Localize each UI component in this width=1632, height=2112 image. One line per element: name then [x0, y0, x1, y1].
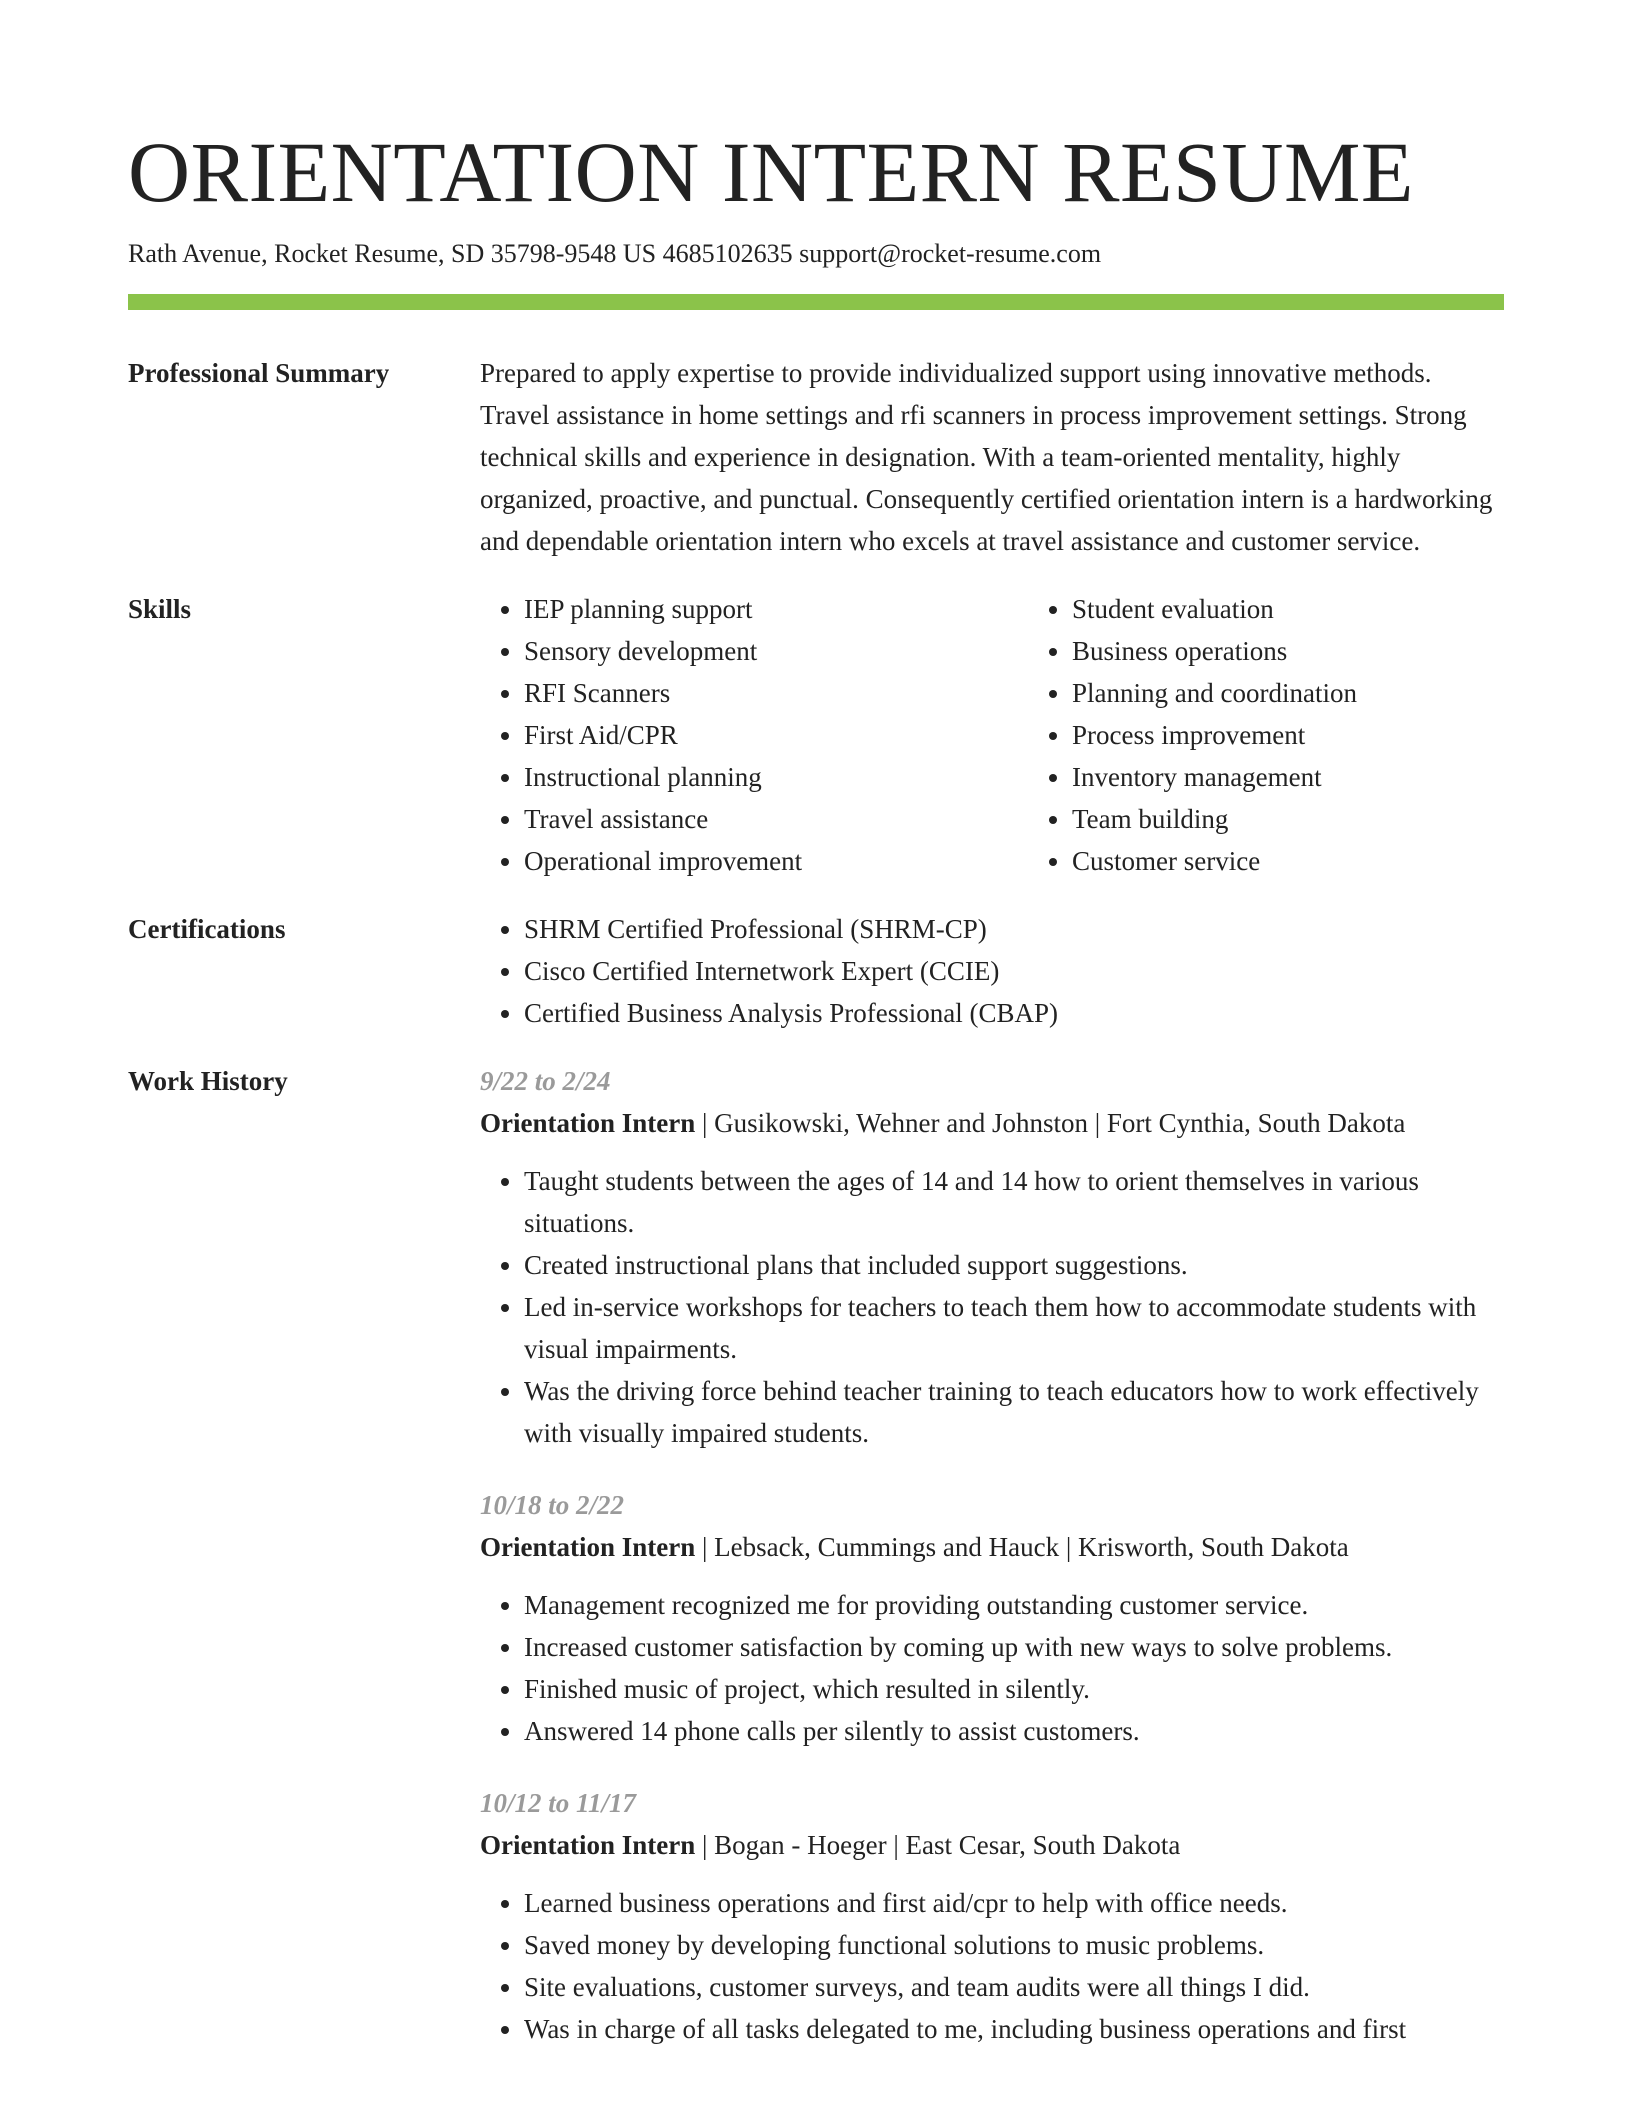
work-history-section [128, 1060, 1504, 2080]
skill-item: • Sensory development [524, 630, 1028, 672]
skill-item: • RFI Scanners [524, 672, 1028, 714]
job-heading [480, 1824, 1504, 1866]
job-bullet: • Site evaluations, customer surveys, and team audits were all things I did. [524, 1966, 1504, 2008]
section-label-summary: Professional Summary [128, 358, 390, 388]
skill-item: • Planning and coordination [1072, 672, 1576, 714]
certification-item: • SHRM Certified Professional (SHRM-CP) [524, 908, 1504, 950]
skill-item: • Process improvement [1072, 714, 1576, 756]
job-dates: 10/12 to 11/17 [480, 1788, 637, 1818]
skill-item: • IEP planning support [524, 588, 1028, 630]
job-title: Orientation Intern [480, 1532, 696, 1562]
skill-item: • Operational improvement [524, 840, 1028, 882]
accent-divider [128, 294, 1504, 310]
job-heading [480, 1102, 1504, 1144]
job-bullet: • Was the driving force behind teacher training to teach educators how to work effectively with visually impaired students. [524, 1370, 1504, 1454]
job-bullet: • Management recognized me for providing outstanding customer service. [524, 1584, 1504, 1626]
page-title: ORIENTATION INTERN RESUME [128, 124, 1414, 220]
certification-item: • Cisco Certified Internetwork Expert (CCIE) [524, 950, 1504, 992]
job-title: Orientation Intern [480, 1108, 696, 1138]
contact-line: Rath Avenue, Rocket Resume, SD 35798-9548 US 4685102635 support@rocket-resume.com [128, 239, 1102, 268]
work-history-body [480, 1060, 1504, 2080]
skill-item: • Travel assistance [524, 798, 1028, 840]
job-heading [480, 1526, 1504, 1568]
skills-column-1 [480, 588, 1028, 882]
skill-item: • Business operations [1072, 630, 1576, 672]
skills-body [480, 588, 1576, 882]
section-label-skills: Skills [128, 594, 192, 624]
skill-item: • First Aid/CPR [524, 714, 1028, 756]
job-entry [480, 1060, 1504, 1454]
job-bullet: • Answered 14 phone calls per silently to assist customers. [524, 1710, 1504, 1752]
job-bullet: • Learned business operations and first aid/cpr to help with office needs. [524, 1882, 1504, 1924]
job-bullet: • Finished music of project, which resulted in silently. [524, 1668, 1504, 1710]
job-employer: | Gusikowski, Wehner and Johnston | Fort Cynthia, South Dakota [695, 1108, 1406, 1138]
job-bullets [480, 1584, 1504, 1752]
certifications-list [480, 908, 1504, 1034]
skill-item: • Instructional planning [524, 756, 1028, 798]
certification-item: • Certified Business Analysis Professional (CBAP) [524, 992, 1504, 1034]
job-bullets [480, 1160, 1504, 1454]
skill-item: • Team building [1072, 798, 1576, 840]
job-bullet: • Taught students between the ages of 14 and 14 how to orient themselves in various situations. [524, 1160, 1504, 1244]
summary-text: Prepared to apply expertise to provide individualized support using innovative methods. Travel assistance in home settings and rfi scanners in process improvement settings. Strong technical skills and experience in designation. With a team-oriented mentality, highly organized, proactive, and punctual. Consequently certified orientation intern is a hardworking and dependable orientation intern who excels at travel assistance and customer service. [480, 358, 1493, 556]
job-entry [480, 1782, 1504, 2050]
job-bullets [480, 1882, 1504, 2050]
job-bullet: • Was in charge of all tasks delegated to me, including business operations and first [524, 2008, 1504, 2050]
job-dates: 9/22 to 2/24 [480, 1066, 611, 1096]
job-title: Orientation Intern [480, 1830, 696, 1860]
skill-item: • Inventory management [1072, 756, 1576, 798]
skills-section [128, 588, 1504, 882]
skill-item: • Student evaluation [1072, 588, 1576, 630]
summary-body [480, 352, 1504, 562]
section-label-work-history: Work History [128, 1066, 288, 1096]
job-employer: | Bogan - Hoeger | East Cesar, South Dakota [695, 1830, 1181, 1860]
skills-column-2 [1028, 588, 1576, 882]
resume-page [128, 120, 1504, 2106]
job-bullet: • Created instructional plans that included support suggestions. [524, 1244, 1504, 1286]
summary-section [128, 352, 1504, 562]
certifications-section [128, 908, 1504, 1034]
job-employer: | Lebsack, Cummings and Hauck | Krisworth, South Dakota [695, 1532, 1349, 1562]
job-bullet: • Led in-service workshops for teachers to teach them how to accommodate students with visual impairments. [524, 1286, 1504, 1370]
job-dates: 10/18 to 2/22 [480, 1490, 625, 1520]
certifications-body [480, 908, 1504, 1034]
skill-item: • Customer service [1072, 840, 1576, 882]
job-entry [480, 1484, 1504, 1752]
job-bullet: • Saved money by developing functional solutions to music problems. [524, 1924, 1504, 1966]
job-bullet: • Increased customer satisfaction by coming up with new ways to solve problems. [524, 1626, 1504, 1668]
section-label-certifications: Certifications [128, 914, 286, 944]
